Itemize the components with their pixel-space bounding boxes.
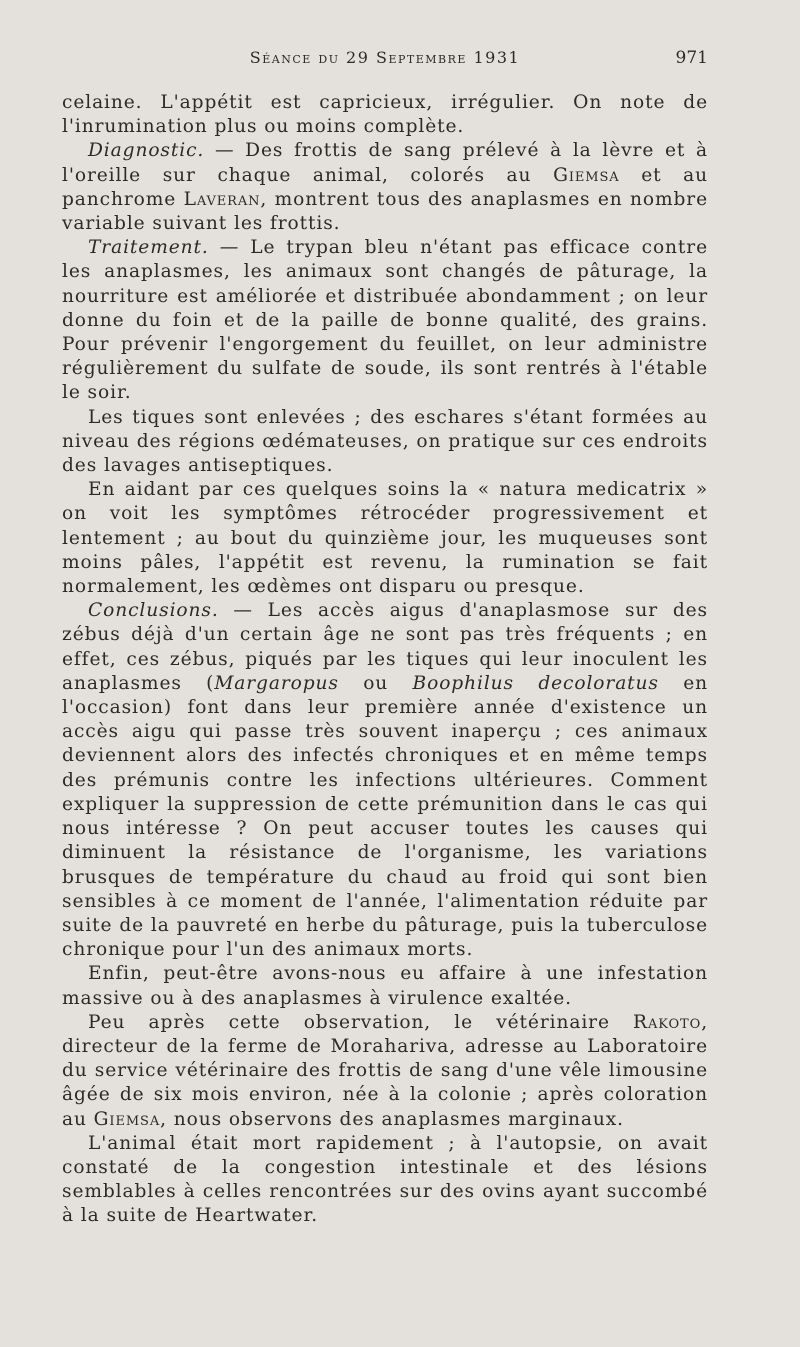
giemsa-name-2: Giemsa [93, 1108, 161, 1130]
page-header [62, 48, 708, 74]
observation-text-b: , directeur de la ferme de Morahariva, adresse au Laboratoire du service vétérinaire des frottis de sang d'une vêle limousine âgée de six mois environ, née à la colonie ; après coloration au [62, 1011, 708, 1130]
traitement-heading: Traitement. [88, 237, 209, 259]
paragraph-observation [62, 1011, 708, 1132]
paragraph-1-text: celaine. L'appétit est capricieux, irrégulier. On note de l'inrumination plus ou moins complète. [62, 92, 708, 138]
page-number: 971 [675, 48, 708, 68]
diagnostic-text-a: — Des frottis de sang prélevé à la lèvre et à l'oreille sur chaque animal, colorés au [62, 140, 708, 186]
laveran-name: Laveran [183, 188, 261, 210]
body-text [62, 91, 708, 1229]
paragraph-traitement [62, 236, 708, 405]
paragraph-tiques [62, 406, 708, 479]
boophilus-name: Boophilus decoloratus [412, 672, 659, 694]
paragraph-conclusions [62, 599, 708, 962]
paragraph-soins [62, 478, 708, 599]
autopsie-text: L'animal était mort rapidement ; à l'autopsie, on avait constaté de la congestion intestinale et des lésions semblables à celles rencontrées sur des ovins ayant succombé à la suite de Heartwater. [62, 1132, 708, 1227]
diagnostic-heading: Diagnostic. [88, 140, 205, 162]
paragraph-diagnostic [62, 139, 708, 236]
observation-text-a: Peu après cette observation, le vétérinaire [88, 1011, 634, 1033]
paragraph-infestation [62, 962, 708, 1010]
rakoto-name: Rakoto [633, 1011, 702, 1033]
infestation-text: Enfin, peut-être avons-nous eu affaire à une infestation massive ou à des anaplasmes à virulence exaltée. [62, 963, 708, 1009]
diagnostic-text-c: , montrent tous des anaplasmes en nombre variable suivant les frottis. [62, 188, 709, 235]
observation-text-c: , nous observons des anaplasmes marginaux. [160, 1108, 624, 1130]
paragraph-autopsie [62, 1132, 708, 1229]
conclusions-text-ou: ou [338, 672, 413, 694]
giemsa-name: Giemsa [553, 164, 620, 186]
conclusions-text-a: — Les accès aigus d'anaplasmose sur des zébus déjà d'un certain âge ne sont pas très fréquents ; en effet, ces zébus, piqués par les tiques qui leur inoculent les anaplasmes ( [62, 600, 708, 694]
traitement-text: — Le trypan bleu n'étant pas efficace contre les anaplasmes, les animaux sont changés de pâturage, la nourriture est améliorée et distribuée abondamment ; on leur donne du foin et de la paille de bonne qualité, des grains. Pour prévenir l'engorgement du feuillet, on leur administre régulièrement du sulfate de soude, ils sont rentrés à l'étable le soir. [62, 237, 708, 404]
conclusions-text-b: en l'occasion) font dans leur première année d'existence un accès aigu qui passe très souvent inaperçu ; ces animaux deviennent alors des infectés chroniques et en même temps des prémunis contre les infections ultérieures. Comment expliquer la suppression de cette prémunition dans le cas qui nous intéresse ? On peut accuser toutes les causes qui diminuent la résistance de l'organisme, les variations brusques de température du chaud au froid qui sont bien sensibles à ce moment de l'année, l'alimentation réduite par suite de la pauvreté en herbe du pâturage, puis la tuberculose chronique pour l'un des animaux morts. [62, 672, 709, 961]
margaropus-name: Margaropus [214, 672, 339, 694]
paragraph-1 [62, 91, 708, 139]
conclusions-heading: Conclusions. [88, 600, 219, 622]
tiques-text: Les tiques sont enlevées ; des eschares s'étant formées au niveau des régions œdémateuses, on pratique sur ces endroits des lavages antiseptiques. [62, 406, 708, 477]
running-head: Séance du 29 Septembre 1931 [249, 48, 521, 67]
diagnostic-text-b: et au panchrome [62, 164, 708, 210]
soins-text: En aidant par ces quelques soins la « natura medicatrix » on voit les symptômes rétrocéder progressivement et lentement ; au bout du quinzième jour, les muqueuses sont moins pâles, l'appétit est revenu, la rumination se fait normalement, les œdèmes ont disparu ou presque. [62, 479, 708, 598]
